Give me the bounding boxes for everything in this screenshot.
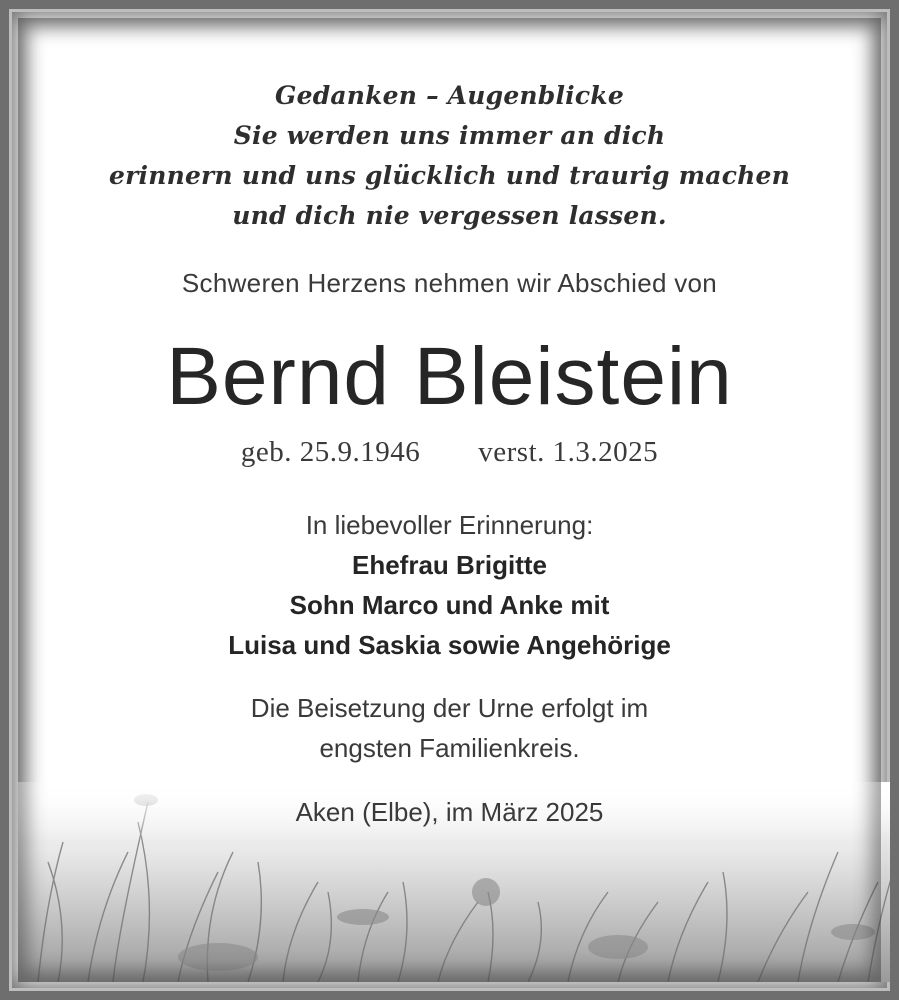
deceased-name: Bernd Bleistein — [166, 331, 733, 422]
poem-line: erinnern und uns glücklich und traurig machen — [109, 161, 790, 190]
birth-date: geb. 25.9.1946 — [240, 436, 421, 468]
poem-line: Gedanken – Augenblicke — [275, 81, 624, 110]
place-and-date: Aken (Elbe), im März 2025 — [295, 797, 604, 827]
mourner-name: Ehefrau Brigitte — [351, 550, 548, 580]
poem-line: Sie werden uns immer an dich — [233, 121, 666, 150]
burial-line: engsten Familienkreis. — [319, 733, 580, 763]
burial-line: Die Beisetzung der Urne erfolgt im — [250, 693, 649, 723]
intro-text: Schweren Herzens nehmen wir Abschied von — [181, 268, 718, 298]
mourner-name: Sohn Marco und Anke mit — [289, 590, 610, 620]
mourners-block — [0, 505, 899, 665]
mourner-name: Luisa und Saskia sowie Angehörige — [228, 630, 671, 660]
mourners-lead: In liebevoller Erinnerung: — [305, 510, 594, 540]
life-dates — [0, 436, 899, 469]
poem-line: und dich nie vergessen lassen. — [232, 201, 667, 230]
burial-notice — [0, 688, 899, 768]
death-date: verst. 1.3.2025 — [478, 436, 659, 468]
poem — [0, 76, 899, 236]
